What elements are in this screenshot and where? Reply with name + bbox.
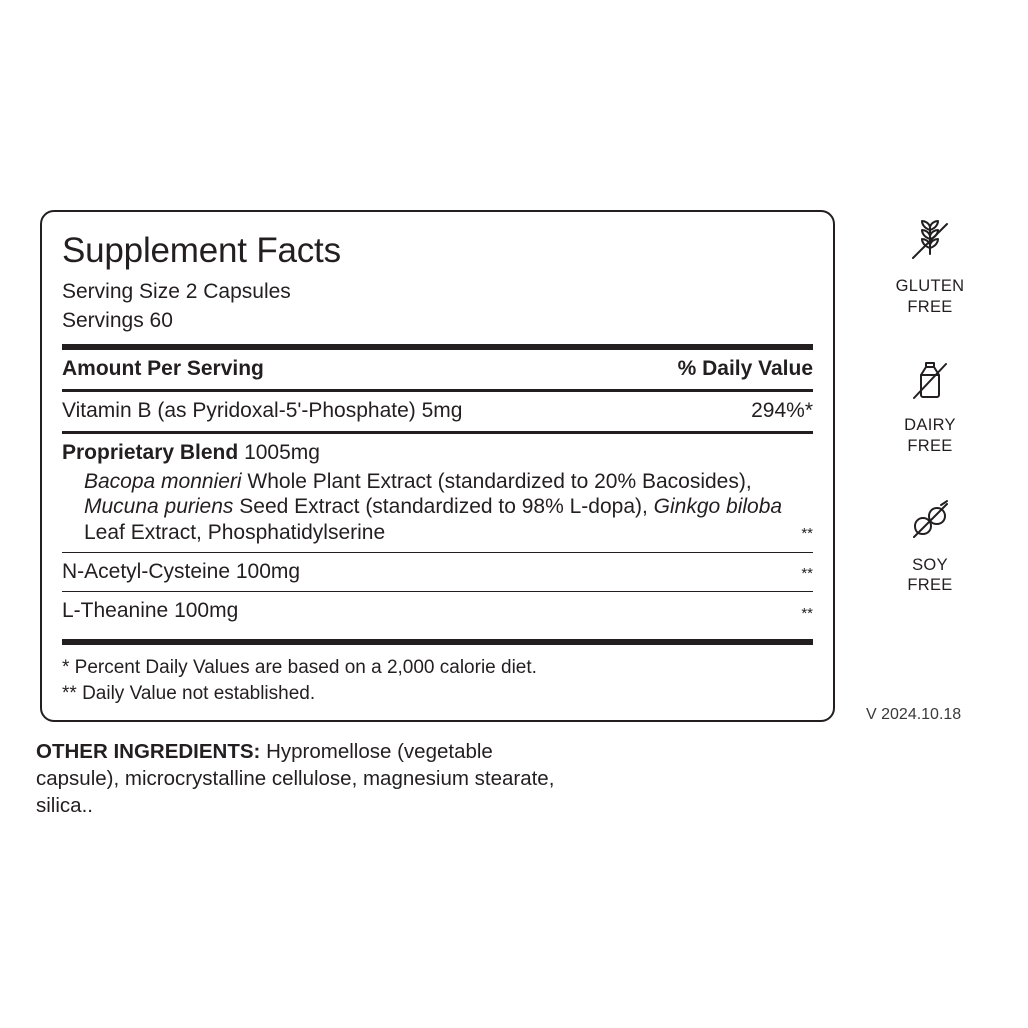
badge-dairy-free bbox=[860, 351, 1000, 456]
nutrient-name bbox=[62, 440, 789, 546]
nutrient-name: Vitamin B (as Pyridoxal-5'-Phosphate) 5mg bbox=[62, 399, 463, 422]
badge-gluten-free bbox=[860, 212, 1000, 317]
other-ingredients-heading: OTHER INGREDIENTS: bbox=[36, 740, 261, 763]
table-row bbox=[62, 392, 813, 431]
other-ingredients-text: Hypromellose (vegetable capsule), microcrystalline cellulose, magnesium stearate, silica.. bbox=[36, 740, 555, 818]
soybean-crossed-out-icon bbox=[860, 491, 1000, 549]
nutrient-daily-value: ** bbox=[801, 565, 813, 583]
other-ingredients bbox=[36, 738, 556, 819]
nutrient-daily-value: ** bbox=[801, 605, 813, 623]
badge-label-line2: FREE bbox=[907, 576, 953, 595]
wheat-crossed-out-icon bbox=[860, 212, 1000, 270]
table-row bbox=[62, 553, 813, 592]
badge-soy-free bbox=[860, 491, 1000, 596]
footnote-daily-value: * Percent Daily Values are based on a 2,000 calorie diet. bbox=[62, 657, 537, 679]
nutrient-daily-value: 294%* bbox=[751, 399, 813, 422]
table-row bbox=[62, 592, 813, 631]
badge-label-line1: SOY bbox=[912, 555, 948, 574]
badge-label-line2: FREE bbox=[907, 297, 953, 316]
footnote-not-established: ** Daily Value not established. bbox=[62, 682, 316, 704]
blend-amount: 1005mg bbox=[244, 440, 320, 464]
page-title: Supplement Facts bbox=[62, 231, 341, 270]
nutrient-name: L-Theanine 100mg bbox=[62, 599, 239, 623]
servings-text: Servings 60 bbox=[62, 309, 173, 333]
table-row bbox=[62, 434, 813, 552]
nutrient-name: N-Acetyl-Cysteine 100mg bbox=[62, 559, 301, 583]
version-text: V 2024.10.18 bbox=[866, 706, 962, 723]
badge-label-line1: DAIRY bbox=[904, 416, 956, 435]
milk-carton-crossed-out-icon bbox=[860, 351, 1000, 409]
daily-value-label: % Daily Value bbox=[677, 357, 813, 381]
blend-name: Proprietary Blend bbox=[62, 440, 239, 464]
certification-badges bbox=[860, 212, 1000, 630]
nutrient-daily-value: ** bbox=[801, 525, 813, 543]
badge-label-line1: GLUTEN bbox=[895, 277, 965, 295]
footnotes bbox=[62, 645, 813, 706]
amount-per-serving-label: Amount Per Serving bbox=[62, 357, 264, 381]
amount-per-serving-header bbox=[62, 350, 813, 389]
supplement-facts-panel bbox=[40, 210, 835, 722]
serving-size-text: Serving Size 2 Capsules bbox=[62, 279, 291, 303]
badge-label-line2: FREE bbox=[907, 436, 953, 455]
blend-ingredients: Bacopa monnieri Whole Plant Extract (standardized to 20% Bacosides), Mucuna puriens Seed Extract (standardized to 98% L-dopa), Ginkgo biloba Leaf Extract, Phosphatidylserine bbox=[84, 469, 783, 544]
